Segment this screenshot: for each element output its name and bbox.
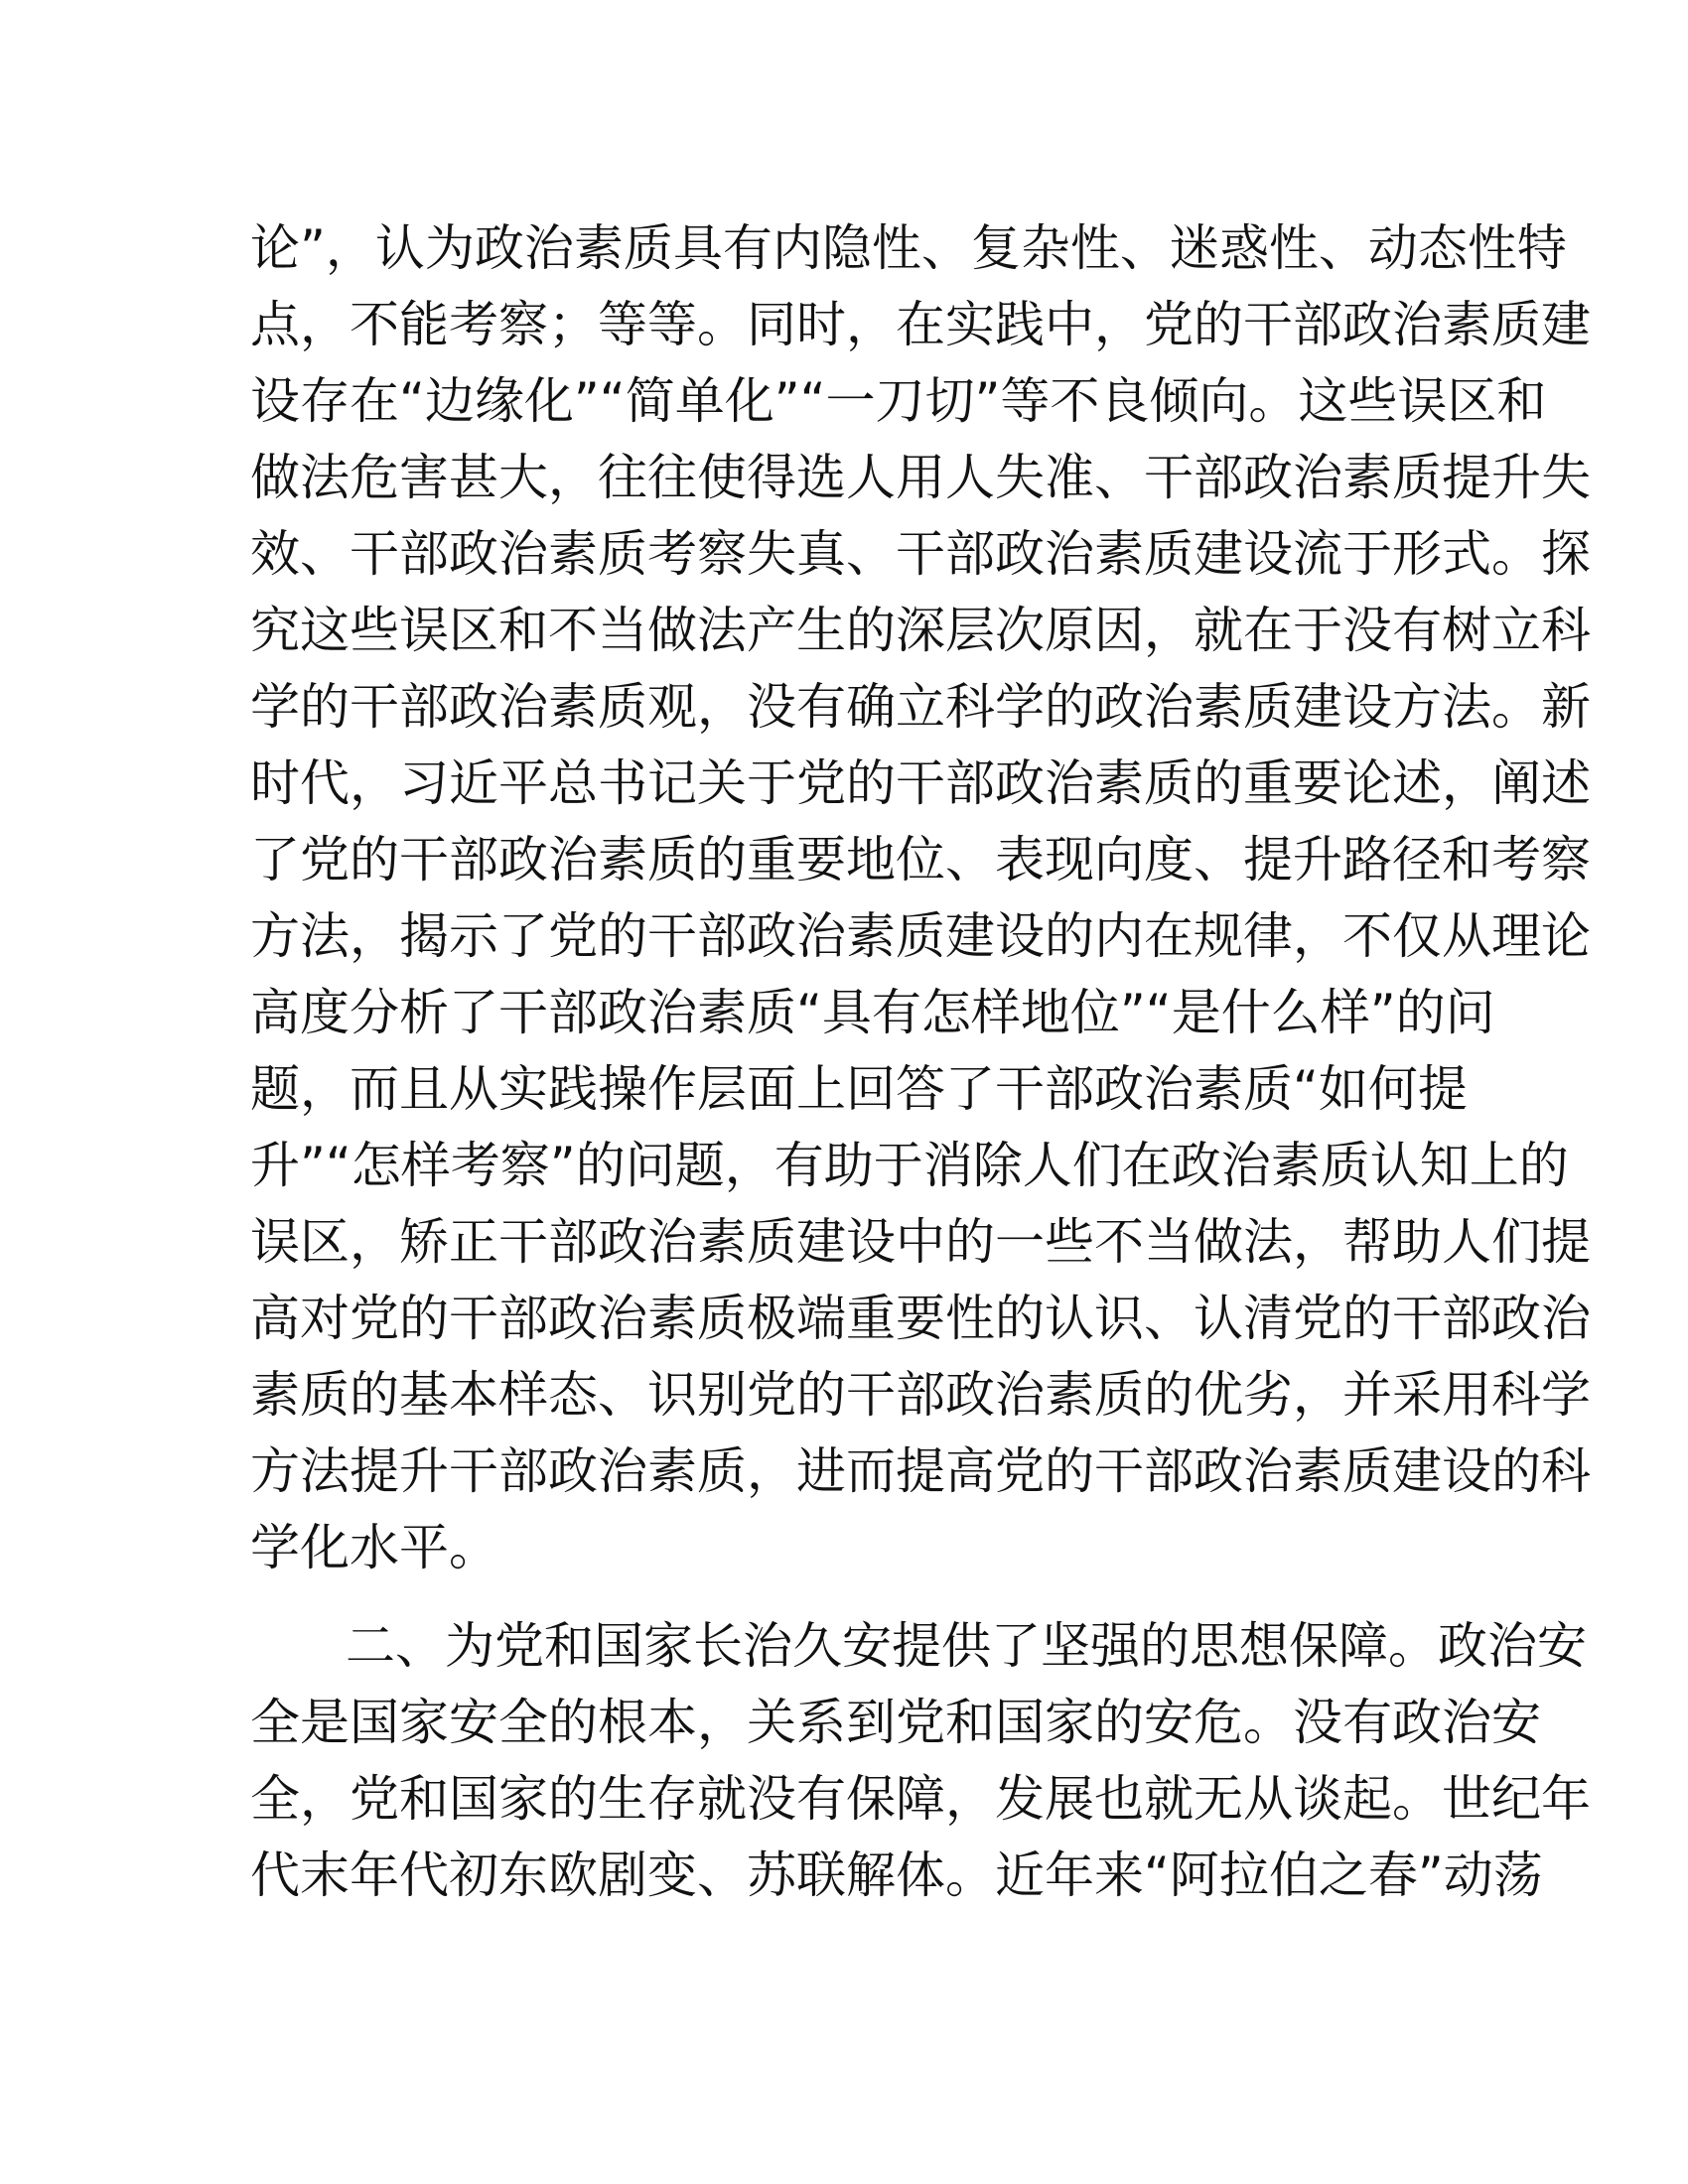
text-line: 高度分析了干部政治素质“具有怎样地位”“是什么样”的问 — [250, 984, 1495, 1041]
text-line: 全是国家安全的根本，关系到党和国家的安危。没有政治安 — [250, 1694, 1541, 1751]
text-line: 高对党的干部政治素质极端重要性的认识、认清党的干部政治 — [250, 1290, 1591, 1347]
text-line: 论”，认为政治素质具有内隐性、复杂性、迷惑性、动态性特 — [250, 219, 1567, 277]
text-line: 升”“怎样考察”的问题，有助于消除人们在政治素质认知上的 — [250, 1137, 1569, 1194]
text-line: 点，不能考察；等等。同时，在实践中，党的干部政治素质建 — [250, 296, 1591, 353]
text-line: 误区，矫正干部政治素质建设中的一些不当做法，帮助人们提 — [250, 1213, 1591, 1271]
text-line: 方法提升干部政治素质，进而提高党的干部政治素质建设的科 — [250, 1442, 1591, 1500]
paragraph-1 — [250, 210, 1591, 1586]
text-line: 了党的干部政治素质的重要地位、表现向度、提升路径和考察 — [250, 831, 1591, 888]
text-line: 学化水平。 — [250, 1519, 498, 1576]
paragraph-2 — [250, 1608, 1591, 1914]
text-line: 题，而且从实践操作层面上回答了干部政治素质“如何提 — [250, 1060, 1468, 1118]
text-line: 究这些误区和不当做法产生的深层次原因，就在于没有树立科 — [250, 602, 1591, 659]
text-line: 代末年代初东欧剧变、苏联解体。近年来“阿拉伯之春”动荡 — [250, 1846, 1543, 1904]
text-line-first: 二、为党和国家长治久安提供了坚强的思想保障。政治安 — [346, 1617, 1587, 1675]
text-line: 学的干部政治素质观，没有确立科学的政治素质建设方法。新 — [250, 678, 1591, 736]
text-line: 全，党和国家的生存就没有保障，发展也就无从谈起。世纪年 — [250, 1770, 1591, 1828]
text-line: 方法，揭示了党的干部政治素质建设的内在规律，不仅从理论 — [250, 907, 1591, 965]
text-line: 效、干部政治素质考察失真、干部政治素质建设流于形式。探 — [250, 525, 1591, 583]
text-line: 设存在“边缘化”“简单化”“一刀切”等不良倾向。这些误区和 — [250, 372, 1547, 430]
text-line: 时代，习近平总书记关于党的干部政治素质的重要论述，阐述 — [250, 754, 1591, 812]
text-line: 做法危害甚大，往往使得选人用人失准、干部政治素质提升失 — [250, 449, 1591, 506]
text-line: 素质的基本样态、识别党的干部政治素质的优劣，并采用科学 — [250, 1366, 1591, 1424]
